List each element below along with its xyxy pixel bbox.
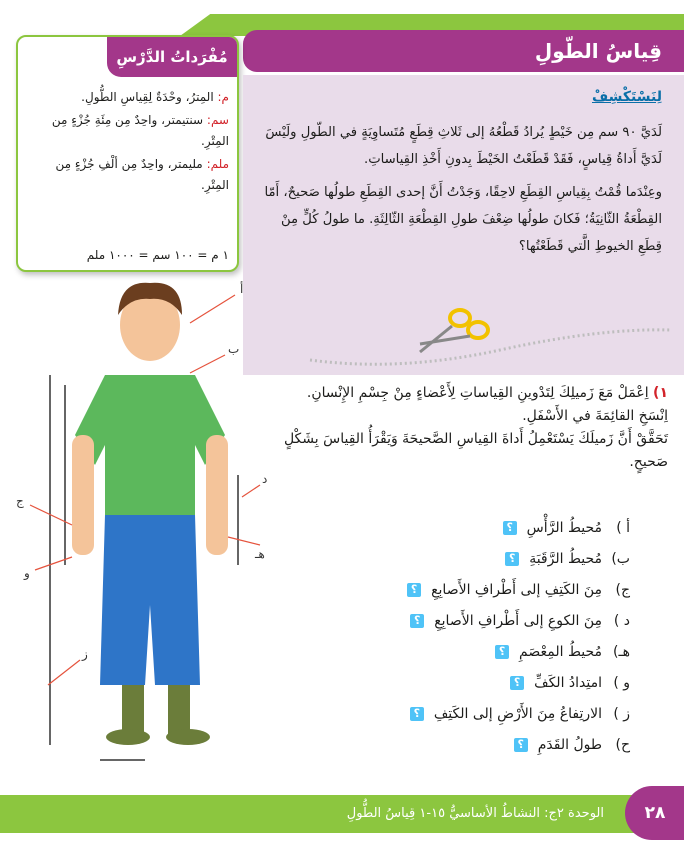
- activity-line-1: ١) اِعْمَلْ مَعَ زَميلِكَ لِتَدْوينِ القِياساتِ لِأَعْضاءٍ مِنْ جِسْمِ الإِنْسانِ.: [306, 385, 668, 401]
- label-z: ز: [82, 647, 88, 661]
- page-title: قِياسُ الطّولِ: [243, 30, 684, 72]
- list-item: ز ) الارتِفاعُ مِنَ الأَرْضِ إلى الكَتِفِ ؟: [330, 698, 630, 729]
- pointer-z: [48, 660, 80, 685]
- label-h: هـ: [255, 547, 265, 561]
- list-item: و ) امتِدادُ الكَفِّ ؟: [330, 667, 630, 698]
- list-item: ب) مُحيطُ الرَّقَبَةِ ؟: [330, 543, 630, 574]
- list-item: ج) مِنَ الكَتِفِ إلى أَطْرافِ الأَصابِعِ ؟: [330, 574, 630, 605]
- list-item: ح) طولُ القَدَمِ ؟: [330, 729, 630, 760]
- pointer-h: [228, 537, 260, 545]
- activity-instructions: [268, 382, 668, 474]
- discover-heading: لِنَسْتَكْشِفْ: [592, 89, 662, 105]
- vocab-equation: ١ م = ١٠٠ سم = ١٠٠٠ ملم: [86, 248, 229, 262]
- pointer-b: [190, 355, 225, 373]
- vocab-centimeter: سم: سنتيمتر، واحِدٌ مِن مِئَةِ جُزْءٍ مِن المِتْرِ.: [51, 113, 229, 148]
- boy-right-sock: [168, 685, 190, 735]
- boy-right-arm: [206, 435, 228, 555]
- answer-box[interactable]: ؟: [505, 552, 519, 566]
- activity-line-2: اِنْسَخِ القائِمَةَ في الأَسْفَلِ.: [522, 408, 668, 424]
- discover-paragraph-2: وعِنْدَما قُمْتُ بِقِياسِ القِطَعِ لاحِقًا، وَجَدْتُ أَنَّ إحدى القِطَعِ طولُها صَحيحٌ، أَمّا القِطْعَةُ الثّانِيَةُ؛ فَكانَ طولُها ضِعْفَ طولِ القِطْعَةِ الثّالِثَةِ. ما طولُ كُلٍّ مِنْ قِطَعِ الخيوطِ الَّتي قَطَعْتُها؟: [264, 185, 662, 254]
- vocab-millimeter: ملم: مليمتر، واحِدٌ مِن ألْفِ جُزْءٍ مِن المِتْرِ.: [55, 157, 229, 192]
- list-item: هـ) مُحيطُ المِعْصَمِ ؟: [330, 636, 630, 667]
- discover-text: [257, 119, 662, 266]
- answer-box[interactable]: ؟: [410, 707, 424, 721]
- thread: [310, 330, 670, 364]
- boy-right-foot: [166, 729, 210, 745]
- boy-shorts: [100, 515, 200, 685]
- boy-left-sock: [122, 685, 144, 735]
- boy-left-arm: [72, 435, 94, 555]
- label-a: أ: [240, 282, 244, 296]
- measurement-list: [330, 512, 630, 760]
- list-item: أ ) مُحيطُ الرَّأْسِ ؟: [330, 512, 630, 543]
- list-item: د ) مِنَ الكوعِ إلى أَطْرافِ الأَصابِعِ ؟: [330, 605, 630, 636]
- footer-text: الوحدة ٢ج: النشاطُ الأساسيُّ ١٥-١ قِياسُ الطُّولِ: [346, 806, 604, 821]
- vocabulary-title: مُفْرَداتُ الدَّرْسِ: [107, 37, 237, 77]
- boy-shirt: [75, 375, 225, 520]
- label-w: و: [24, 566, 30, 580]
- page-number: ٢٨: [625, 786, 684, 840]
- vocab-meter: م: المِترُ، وحْدَةٌ لِقِياسِ الطُّولِ.: [81, 90, 229, 104]
- answer-box[interactable]: ؟: [514, 738, 528, 752]
- pointer-a: [190, 295, 235, 323]
- scissors-icon: [420, 310, 488, 352]
- label-j: ج: [16, 494, 24, 508]
- answer-box[interactable]: ؟: [503, 521, 517, 535]
- discover-paragraph-1: لَدَيَّ ٩٠ سم مِن خَيْطٍ يُرادُ قَطْعُهُ إلى ثَلاثِ قِطَعٍ مُتَساوِيَةٍ في الطّولِ ولَيْسَ لَدَيَّ أَداةُ قِياسٍ، فَقَدْ قَطَعْتُ الخَيْطَ بِدونِ أَخْذِ القِياساتِ.: [265, 125, 662, 167]
- pointer-d: [242, 485, 260, 497]
- activity-number: ١): [653, 385, 668, 401]
- label-d: د: [262, 472, 268, 486]
- answer-box[interactable]: ؟: [407, 583, 421, 597]
- pointer-w: [35, 557, 72, 570]
- answer-box[interactable]: ؟: [410, 614, 424, 628]
- scissors-thread-illustration: [300, 300, 680, 380]
- answer-box[interactable]: ؟: [495, 645, 509, 659]
- boy-left-foot: [106, 729, 150, 745]
- vocabulary-box: [16, 35, 239, 272]
- label-b: ب: [228, 342, 240, 356]
- boy-measurement-figure: [10, 275, 278, 785]
- answer-box[interactable]: ؟: [510, 676, 524, 690]
- activity-line-3: تَحَقَّقْ أَنَّ زَميلَكَ يَسْتَعْمِلُ أَداةَ القِياسِ الصَّحيحَةَ وَيَقْرَأُ القِياسَ بِشَكْلٍ صَحيحٍ.: [283, 431, 668, 470]
- vocabulary-body: [26, 87, 229, 198]
